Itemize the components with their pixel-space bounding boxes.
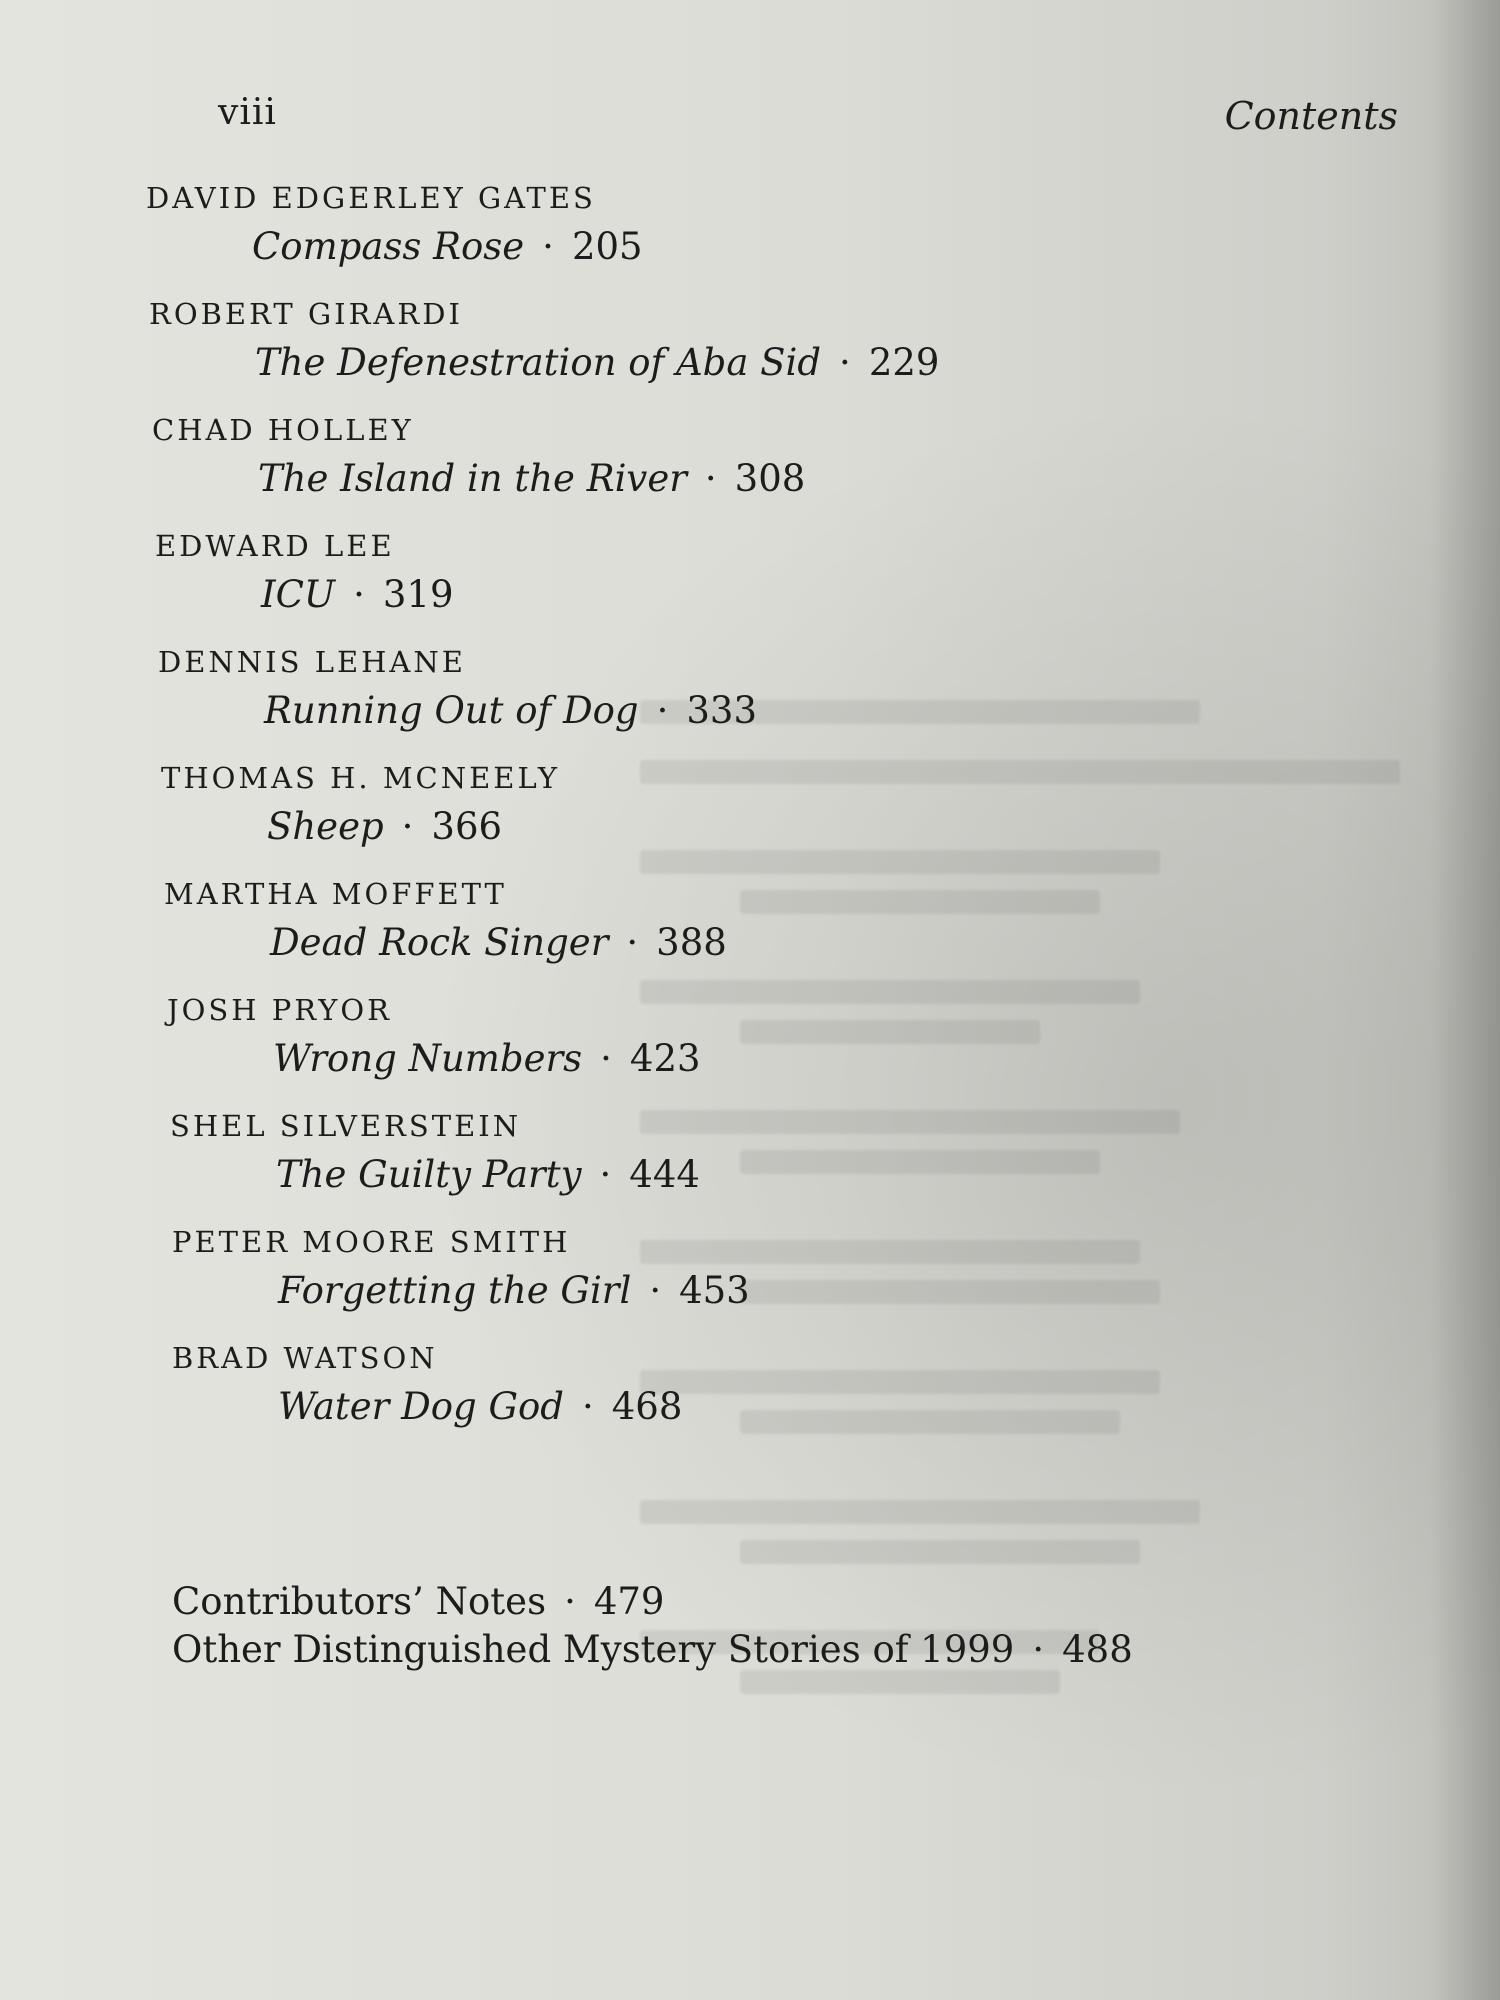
author-name: THOMAS H. MCNEELY	[161, 761, 560, 795]
toc-entry	[172, 1338, 1246, 1436]
story-title: Compass Rose	[252, 225, 525, 268]
page-ref: 388	[656, 921, 727, 964]
author-name: PETER MOORE SMITH	[172, 1225, 571, 1259]
page-ref: 229	[868, 341, 940, 384]
separator-dot: ·	[704, 457, 717, 500]
separator-dot: ·	[649, 1269, 662, 1312]
page-ref: 488	[1062, 1628, 1133, 1671]
separator-dot: ·	[600, 1037, 612, 1080]
other-distinguished-line	[172, 1626, 1133, 1674]
page-number: viii	[218, 92, 277, 133]
page-ref: 444	[629, 1153, 700, 1196]
separator-dot: ·	[656, 689, 669, 732]
story-line	[172, 1262, 1246, 1320]
toc-entry	[149, 294, 1246, 392]
running-head: Contents	[1224, 94, 1398, 138]
separator-dot: ·	[542, 225, 554, 268]
toc-entry	[170, 1106, 1246, 1204]
author-name: BRAD WATSON	[172, 1341, 438, 1375]
story-title: Running Out of Dog	[264, 689, 639, 732]
story-title: Dead Rock Singer	[270, 921, 609, 964]
author-name: SHEL SILVERSTEIN	[170, 1109, 522, 1143]
page-ref: 479	[593, 1580, 665, 1623]
story-line	[155, 566, 1246, 624]
author-name: DENNIS LEHANE	[158, 645, 466, 679]
separator-dot: ·	[839, 341, 851, 384]
author-name: ROBERT GIRARDI	[149, 297, 463, 331]
page-ref: 468	[611, 1385, 683, 1428]
separator-dot: ·	[1032, 1628, 1045, 1671]
author-name: DAVID EDGERLEY GATES	[146, 181, 596, 215]
story-line	[172, 1378, 1246, 1436]
author-name: CHAD HOLLEY	[152, 413, 414, 447]
story-line	[167, 1030, 1246, 1088]
page-ref: 319	[382, 573, 454, 616]
story-title: Wrong Numbers	[273, 1037, 583, 1080]
page-ref: 453	[679, 1269, 750, 1312]
toc-entry	[146, 178, 1246, 276]
page-ref: 308	[734, 457, 806, 500]
separator-dot: ·	[626, 921, 639, 964]
separator-dot: ·	[401, 805, 414, 848]
toc-entry	[152, 410, 1246, 508]
story-line	[158, 682, 1246, 740]
table-of-contents	[146, 178, 1246, 1454]
page-ref: 366	[431, 805, 503, 848]
story-title: Sheep	[267, 805, 384, 848]
story-title: Forgetting the Girl	[278, 1269, 632, 1312]
toc-entry	[155, 526, 1246, 624]
story-title: The Island in the River	[258, 457, 687, 500]
back-matter-label: Contributors’ Notes	[172, 1580, 547, 1623]
story-line	[161, 798, 1246, 856]
page-ref: 333	[686, 689, 757, 732]
separator-dot: ·	[582, 1385, 594, 1428]
back-matter-label: Other Distinguished Mystery Stories of 1999	[172, 1628, 1015, 1671]
story-title: ICU	[261, 573, 336, 616]
story-title: Water Dog God	[278, 1385, 564, 1428]
story-title: The Defenestration of Aba Sid	[255, 341, 822, 384]
separator-dot: ·	[353, 573, 365, 616]
story-line	[146, 218, 1246, 276]
story-line	[170, 1146, 1246, 1204]
contributors-notes-line	[172, 1578, 1133, 1626]
toc-entry	[164, 874, 1246, 972]
back-matter	[172, 1578, 1133, 1674]
story-line	[149, 334, 1246, 392]
separator-dot: ·	[564, 1580, 576, 1623]
page-ref: 205	[571, 225, 643, 268]
author-name: JOSH PRYOR	[167, 993, 392, 1027]
toc-entry	[172, 1222, 1246, 1320]
toc-entry	[167, 990, 1246, 1088]
author-name: MARTHA MOFFETT	[164, 877, 507, 911]
page-ref: 423	[629, 1037, 701, 1080]
toc-entry	[161, 758, 1246, 856]
separator-dot: ·	[599, 1153, 612, 1196]
story-title: The Guilty Party	[276, 1153, 582, 1196]
page-gutter-shadow	[1430, 0, 1500, 2000]
story-line	[164, 914, 1246, 972]
author-name: EDWARD LEE	[155, 529, 395, 563]
story-line	[152, 450, 1246, 508]
toc-entry	[158, 642, 1246, 740]
